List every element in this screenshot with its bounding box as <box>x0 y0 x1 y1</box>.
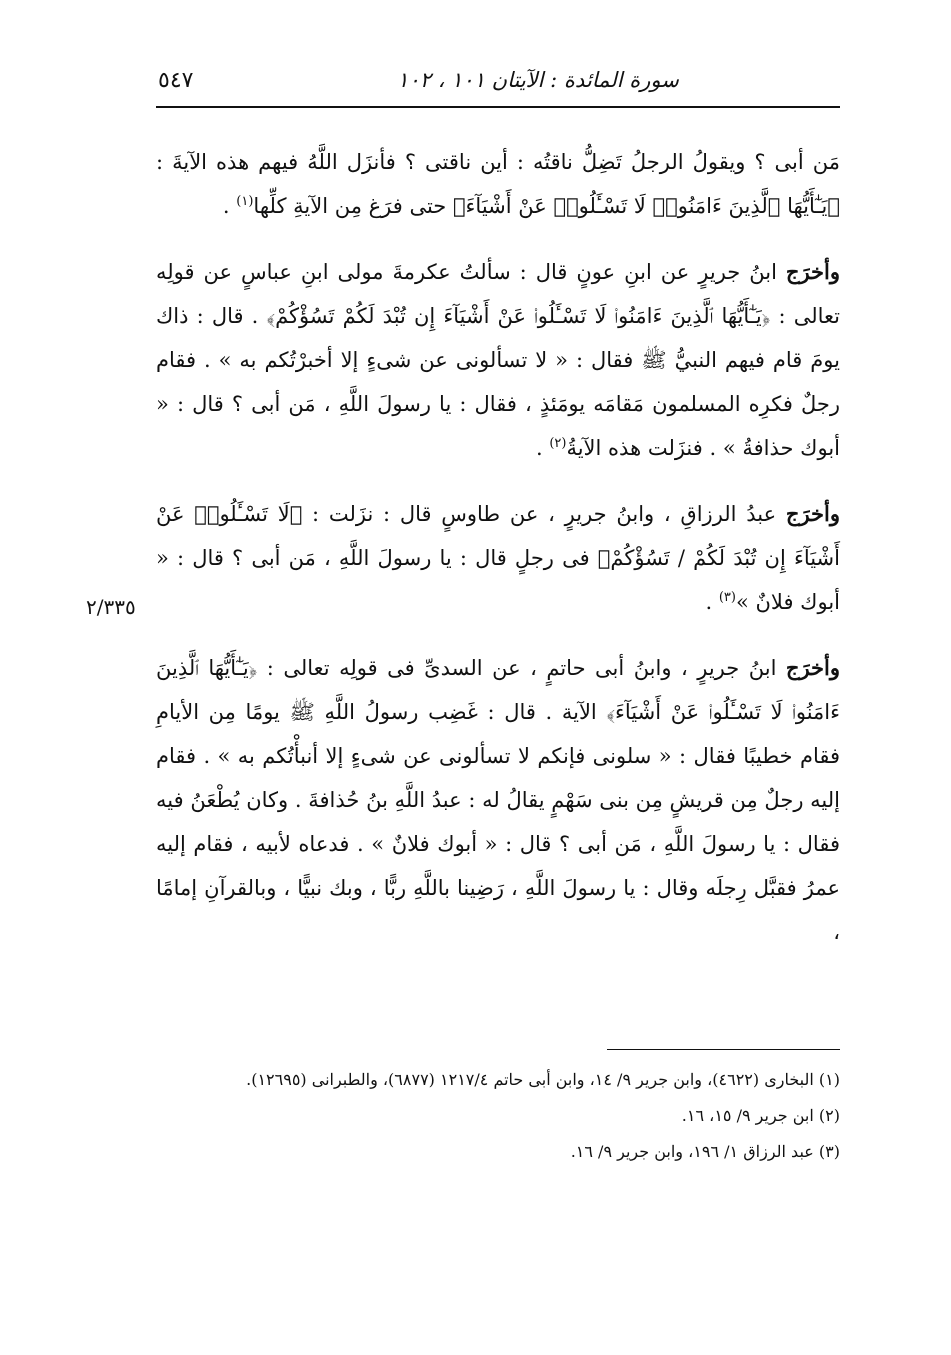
margin-volume-page-note: ٢/٣٣٥ <box>86 595 136 619</box>
paragraph-lead: وأخرَج <box>785 259 840 284</box>
paragraph-lead: وأخرَج <box>785 655 840 680</box>
paragraph-1 <box>156 140 840 228</box>
running-title: سورة المائدة : الآيتان ١٠١ ، ١٠٢ <box>397 68 679 92</box>
paragraph-text: عبدُ الرزاقِ ، وابنُ جريرٍ ، عن طاوسٍ قال : نزَلت : ﴿لَا تَسْـَٔلُوا۟ عَنْ أَشْيَآءَ إِن تُبْدَ لَكُمْ / تَسُؤْكُمْ﴾ فى رجلٍ قال : يا رسولَ اللَّهِ ، مَن أبى ؟ قال : « أبوك فلانٌ » <box>156 502 840 614</box>
paragraph-lead: وأخرَج <box>785 501 840 526</box>
paragraph-2 <box>156 250 840 470</box>
paragraph-text: ابنُ جريرٍ ، وابنُ أبى حاتمٍ ، عن السدىِّ فى قولِه تعالى : ﴿يَـٰٓأَيُّهَا ٱلَّذِينَ ءَامَنُوا۟ لَا تَسْـَٔلُوا۟ عَنْ أَشْيَآءَ﴾ الآية . قال : غَضِب رسولُ اللَّهِ ﷺ يومًا مِن الأيامِ فقام خطيبًا فقال : « سلونى فإنكم لا تسألونى عن شىءٍ إلا أنبأْتُكم به » . فقام إليه رجلٌ مِن قريشٍ مِن بنى سَهْمٍ يقالُ له : عبدُ اللَّهِ بنُ حُذافةَ . وكان يُطْعَنُ فيه فقال : يا رسولَ اللَّهِ ، مَن أبى ؟ قال : « أبوك فلانٌ » . فدعاه لأبيه ، فقام إليه عمرُ فقبَّل رِجلَه وقال : يا رسولَ اللَّهِ ، رَضِينا باللَّهِ ربًّا ، وبك نبيًّا ، وبالقرآنِ إمامًا ، <box>156 656 840 944</box>
footnote-1: (١) البخارى (٤٦٢٢)، وابن جرير ٩/ ١٤، وابن أبى حاتم ١٢١٧/٤ (٦٨٧٧)، والطبرانى (١٢٦٩٥). <box>246 1070 840 1089</box>
paragraph-end: . <box>222 194 237 218</box>
footnotes <box>156 1066 840 1174</box>
footnote-ref-3[interactable]: (٣) <box>718 590 736 605</box>
header-rule <box>156 106 840 108</box>
main-text <box>156 140 840 976</box>
paragraph-end: . <box>705 590 719 614</box>
page-number: ٥٤٧ <box>158 67 194 93</box>
paragraph-text: ابنُ جريرٍ عن ابنِ عونٍ قال : سألتُ عكرمةَ مولى ابنِ عباسٍ عن قولِه تعالى : ﴿يَـٰٓأَيُّهَا ٱلَّذِينَ ءَامَنُوا۟ لَا تَسْـَٔلُوا۟ عَنْ أَشْيَآءَ إِن تُبْدَ لَكُمْ تَسُؤْكُمْ﴾ . قال : ذاك يومَ قام فيهم النبيُّ ﷺ فقال : « لا تسألونى عن شىءٍ إلا أخبرْتُكم به » . فقام رجلٌ فكرِه المسلمون مَقامَه يومَئذٍ ، فقال : يا رسولَ اللَّهِ ، مَن أبى ؟ قال : « أبوك حذافةُ » . فنزَلت هذه الآيةُ <box>156 260 840 460</box>
paragraph-3 <box>156 492 840 624</box>
footnote-ref-2[interactable]: (٢) <box>549 436 567 451</box>
paragraph-end: . <box>535 436 550 460</box>
footnote-3: (٣) عبد الرزاق ١/ ١٩٦، وابن جرير ٩/ ١٦. <box>570 1142 840 1161</box>
footnote-2: (٢) ابن جرير ٩/ ١٥، ١٦. <box>681 1106 840 1125</box>
footnote-rule <box>607 1049 840 1050</box>
paragraph-4 <box>156 646 840 954</box>
footnote-ref-1[interactable]: (١) <box>236 194 254 209</box>
paragraph-text: مَن أبى ؟ ويقولُ الرجلُ تَضِلُّ ناقتُه : أين ناقتى ؟ فأنزَل اللَّهُ فيهم هذه الآيةَ : ﴿يَـٰٓأَيُّهَا ٱلَّذِينَ ءَامَنُوا۟ لَا تَسْـَٔلُوا۟ عَنْ أَشْيَآءَ﴾ حتى فرَغ مِن الآيةِ كلِّها <box>156 150 840 218</box>
page-header <box>158 60 838 100</box>
